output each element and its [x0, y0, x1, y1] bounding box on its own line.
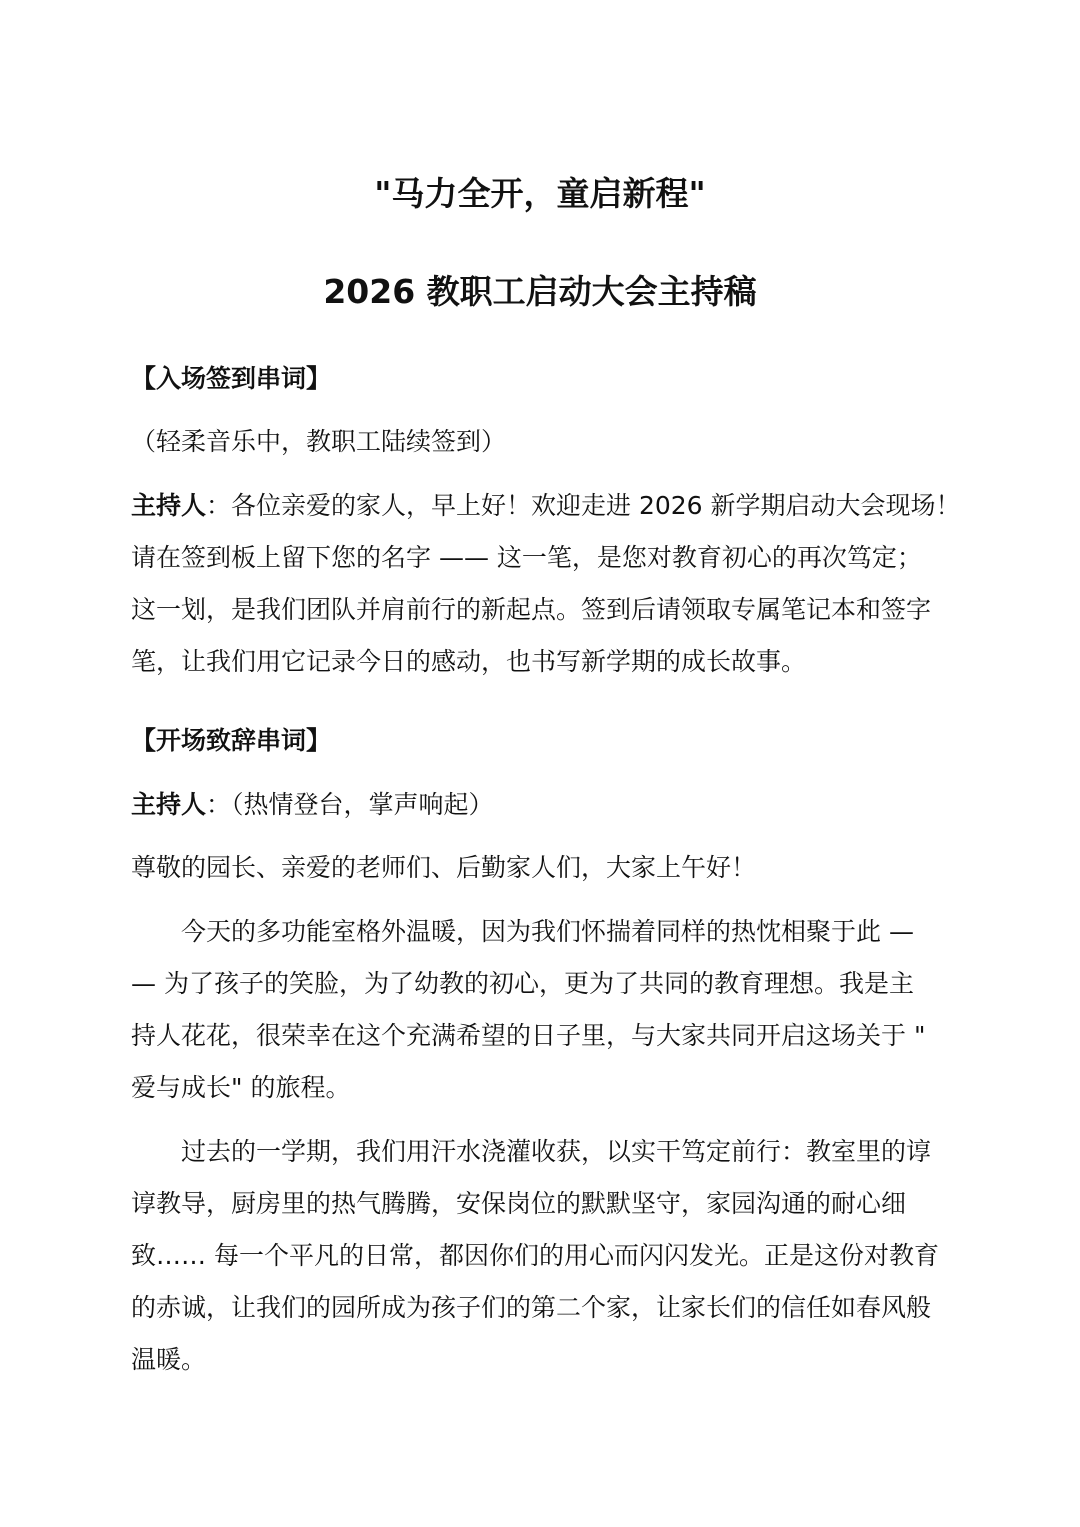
- para2-line3: 致…… 每一个平凡的日常，都因你们的用心而闪闪发光。正是这份对教育: [131, 1241, 939, 1270]
- section1-stage-direction: （轻柔音乐中，教职工陆续签到）: [131, 427, 507, 456]
- section1-line1-text: ：各位亲爱的家人，早上好！欢迎走进 2026 新学期启动大会现场！: [206, 491, 961, 520]
- para1-line1: 今天的多功能室格外温暖，因为我们怀揣着同样的热忱相聚于此 —: [181, 917, 914, 946]
- section1-heading: 【入场签到串词】: [131, 364, 332, 393]
- speaker-label: 主持人: [131, 790, 207, 819]
- document-title-line1: "马力全开，童启新程": [374, 174, 706, 213]
- section2-speaker-line: [131, 787, 494, 823]
- section2-greeting: 尊敬的园长、亲爱的老师们、后勤家人们，大家上午好！: [131, 853, 757, 882]
- section1-line3: 这一划，是我们团队并肩前行的新起点。签到后请领取专属笔记本和签字: [131, 595, 932, 624]
- section2-heading: 【开场致辞串词】: [131, 726, 332, 755]
- para1-line4: 爱与成长" 的旅程。: [131, 1073, 351, 1102]
- para1-line3: 持人花花，很荣幸在这个充满希望的日子里，与大家共同开启这场关于 ": [131, 1021, 926, 1050]
- section2-speaker-direction: ：（热情登台，掌声响起）: [206, 790, 494, 819]
- speaker-label: 主持人: [131, 491, 207, 520]
- section1-line2: 请在签到板上留下您的名字 —— 这一笔，是您对教育初心的再次笃定；: [131, 543, 922, 572]
- para2-line5: 温暖。: [131, 1345, 207, 1374]
- para2-line1: 过去的一学期，我们用汗水浇灌收获，以实干笃定前行：教室里的谆: [181, 1137, 932, 1166]
- para2-line4: 的赤诚，让我们的园所成为孩子们的第二个家，让家长们的信任如春风般: [131, 1293, 932, 1322]
- para1-line2: — 为了孩子的笑脸，为了幼教的初心，更为了共同的教育理想。我是主: [131, 969, 914, 998]
- section1-line4: 笔，让我们用它记录今日的感动，也书写新学期的成长故事。: [131, 647, 807, 676]
- section1-line1: [131, 488, 961, 524]
- document-title-line2: 2026 教职工启动大会主持稿: [323, 272, 757, 311]
- para2-line2: 谆教导，厨房里的热气腾腾，安保岗位的默默坚守，家园沟通的耐心细: [131, 1189, 907, 1218]
